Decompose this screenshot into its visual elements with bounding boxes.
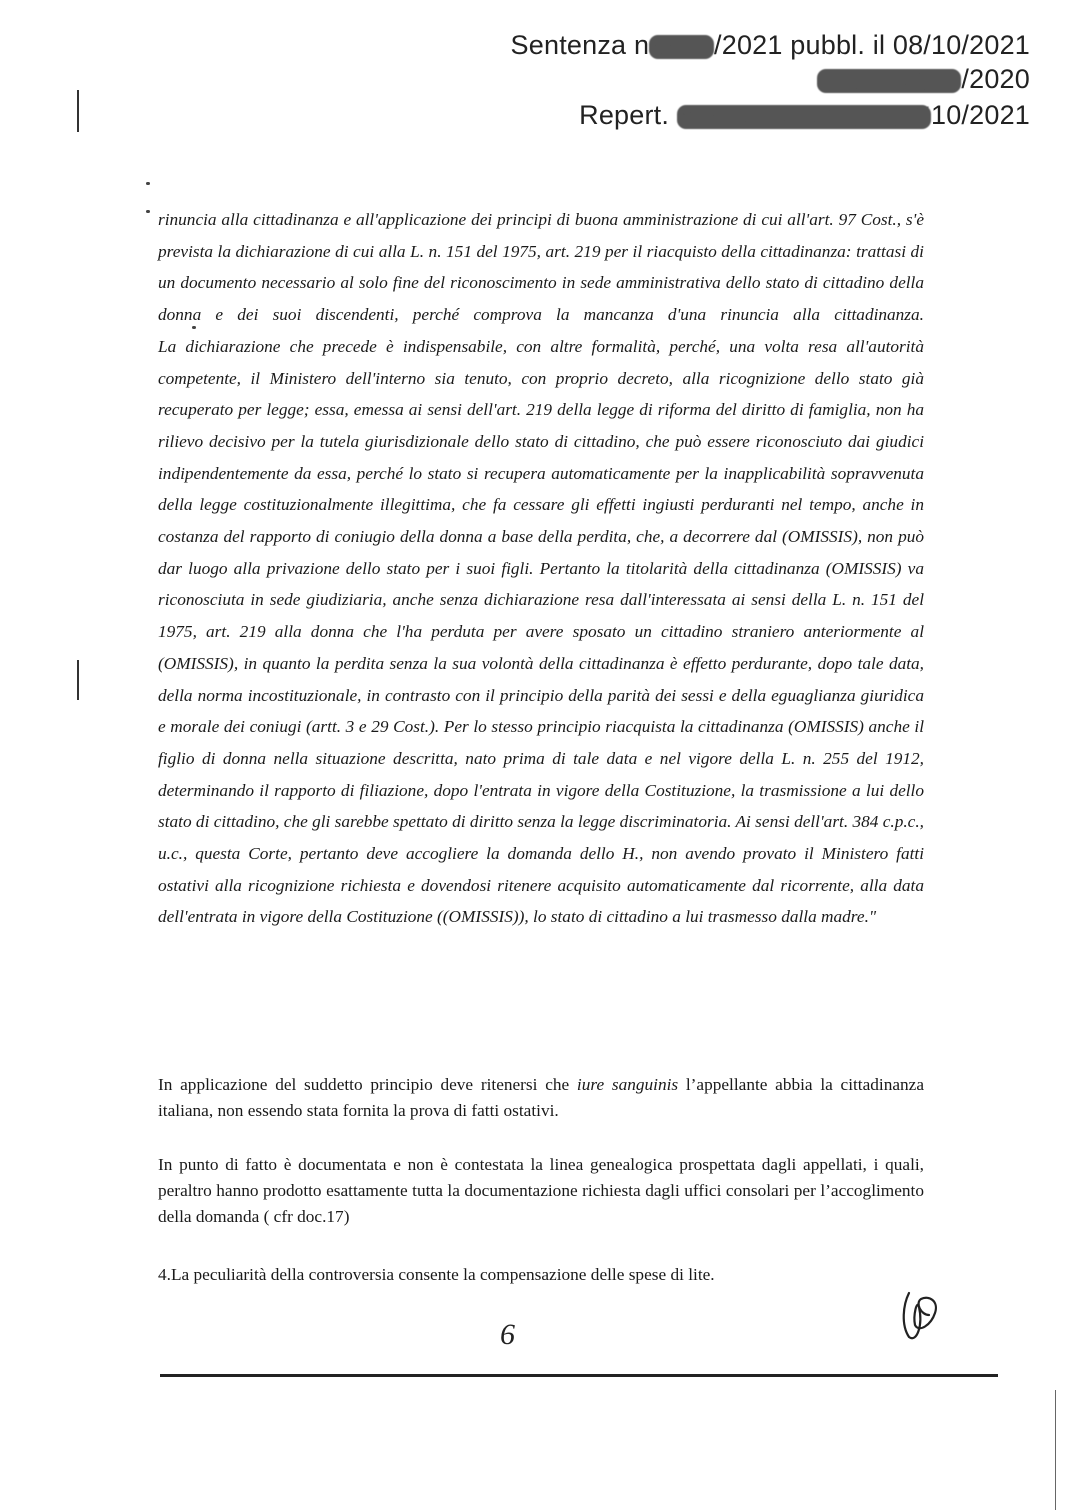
quote-paragraph: rinuncia alla cittadinanza e all'applicazione dei principi di buona amministrazione di cui all'art. 97 Cost., s'è prevista la dichiarazione di cui alla L. n. 151 del 1975, art. 219 per il riacquisto della cittadinanza: trattasi di un documento necessario al solo fine del riconoscimento in sede amministrativa dello stato di cittadino della donna e dei suoi discendenti, perché comprova la mancanza d'una rinuncia alla cittadinanza. (158, 210, 924, 325)
body-paragraph: In punto di fatto è documentata e non è contestata la linea genealogica prospettata dagli appellati, i quali, peraltro hanno prodotto esattamente tutta la documentazione richiesta dagli uffici consolari per l’accoglimento della domanda ( cfr doc.17) (158, 1155, 924, 1226)
repertorio-prefix: Repert. (579, 100, 670, 130)
scan-speck (146, 210, 150, 213)
paragraph-text: In applicazione del suddetto principio deve ritenersi che (158, 1075, 577, 1094)
scan-speck (146, 182, 150, 185)
repertorio-suffix: 10/2021 (931, 100, 1030, 130)
sentence-prefix: Sentenza n (510, 30, 650, 60)
body-paragraph (158, 1072, 924, 1124)
latin-phrase: iure sanguinis (576, 1075, 679, 1094)
scan-margin-line (77, 90, 79, 132)
body-paragraph: 4.La peculiarità della controversia consente la compensazione delle spese di lite. (158, 1265, 715, 1284)
scan-margin-line (77, 660, 79, 700)
sentence-suffix: /2021 pubbl. il 08/10/2021 (714, 30, 1030, 60)
rg-suffix: /2020 (961, 64, 1030, 94)
page-number: 6 (500, 1318, 515, 1351)
redaction-mark: 6640 (651, 31, 713, 62)
signature-initials (895, 1285, 945, 1345)
redaction-mark: n. 6423/2021 del 08/ (678, 101, 929, 132)
quoted-ruling-text (158, 204, 924, 933)
redaction-mark: RG n. 2000 (819, 65, 960, 96)
paragraph-text: l’appellante abbia la cittadinanza italiana, non essendo stata fornita la prova di fatti ostativi. (158, 1075, 925, 1120)
repertorio-line (579, 100, 1030, 131)
footer-rule (160, 1374, 998, 1377)
quote-paragraph: La dichiarazione che precede è indispensabile, con altre formalità, perché, una volta resa all'autorità competente, il Ministero dell'interno sia tenuto, con proprio decreto, alla ricognizione dello stato già recuperato per legge; essa, emessa ai sensi dell'art. 219 della legge di riforma del diritto di famiglia, non ha rilievo decisivo per la tutela giurisdizionale dello stato di cittadino, che può essere riconosciuto dai giudici indipendentemente da essa, perché lo stato si recupera automaticamente per la inapplicabilità sopravvenuta della legge costituzionalmente illegittima, che fa cessare gli effetti ingiusti perduranti nel tempo, anche in costanza del rapporto di coniugio della donna a base della perdita, che, a decorrere dal (OMISSIS), non può dar luogo alla privazione dello stato per i suoi figli. Pertanto la titolarità della cittadinanza (OMISSIS) va riconosciuta in sede giudiziaria, anche senza dichiarazione resa dall'interessata ai sensi della L. n. 151 del 1975, art. 219 alla donna che l'ha perduta per avere sposato un cittadino straniero anteriormente al (OMISSIS), in quanto la perdita senza la sua volontà della cittadinanza è effetto perdurante, dopo tale data, della norma incostituzionale, in contrasto con il principio della parità dei sessi e della eguaglianza giuridica e morale dei coniugi (artt. 3 e 29 Cost.). Per lo stesso principio riacquista la cittadinanza (OMISSIS) anche il figlio di donna nella situazione descritta, nato prima di tale data e nel vigore della L. n. 255 del 1912, determinando il rapporto di filiazione, dopo l'entrata in vigore della Costituzione, la trasmissione a lui dello stato di cittadino, che gli sarebbe spettato di diritto senza la legge discriminatoria. Ai sensi dell'art. 384 c.p.c., u.c., questa Corte, pertanto deve accogliere la domanda dello H., non avendo provato il Ministero fatti ostativi alla ricognizione richiesta e dovendosi ritenere acquisito automaticamente dal ricorrente, alla data dell'entrata in vigore della Costituzione ((OMISSIS)), lo stato di cittadino a lui trasmesso dalla madre." (158, 336, 924, 927)
scan-margin-line (1055, 1390, 1056, 1510)
rg-number-line (817, 64, 1030, 95)
sentence-number-line (511, 30, 1030, 61)
